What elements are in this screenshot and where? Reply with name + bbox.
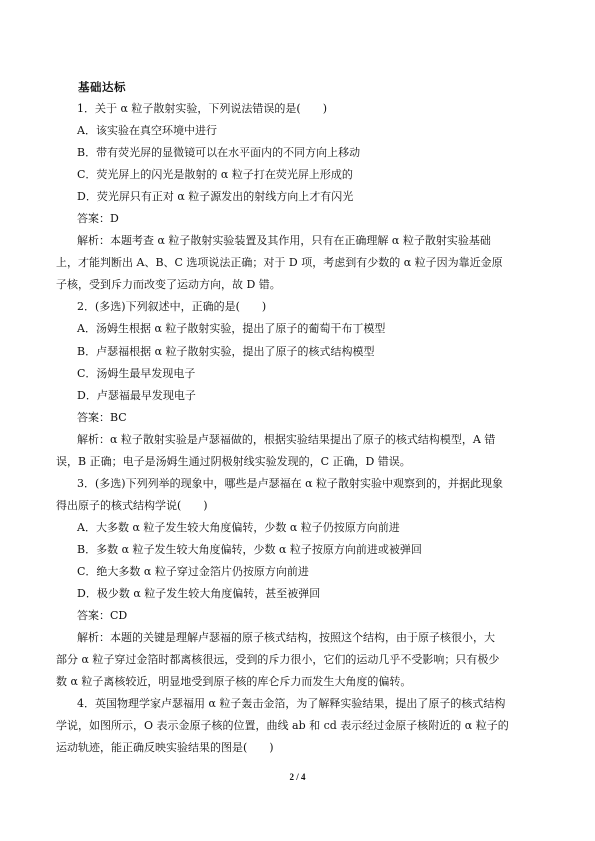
question-1-stem: 1．关于 α 粒子散射实验，下列说法错误的是( ) (77, 102, 328, 115)
question-2-option-c: C．汤姆生最早发现电子 (77, 366, 196, 380)
question-2-explanation-cont: 误，B 正确；电子是汤姆生通过阴极射线实验发现的，C 正确，D 错误。 (56, 454, 411, 468)
question-2-option-a: A．汤姆生根据 α 粒子散射实验，提出了原子的葡萄干布丁模型 (77, 322, 386, 336)
question-3-option-a: A．大多数 α 粒子发生较大角度偏转，少数 α 粒子仍按原方向前进 (77, 520, 400, 534)
question-4-stem-cont: 学说，如图所示，O 表示金原子核的位置，曲线 ab 和 cd 表示经过金原子核附近的 α 粒子的 (56, 719, 509, 733)
question-4-stem-cont: 运动轨迹，能正确反映实验结果的图是( ) (56, 741, 274, 755)
question-1-option-c: C．荧光屏上的闪光是散射的 α 粒子打在荧光屏上形成的 (77, 168, 353, 182)
question-3-option-b: B．多数 α 粒子发生较大角度偏转，少数 α 粒子按原方向前进或被弹回 (77, 542, 422, 556)
question-3-explanation-cont: 部分 α 粒子穿过金箔时都离核很远，受到的斥力很小，它们的运动几乎不受影响；只有极少 (56, 653, 500, 667)
question-2-stem: 2．(多选)下列叙述中，正确的是( ) (77, 300, 267, 314)
question-3-explanation-cont: 数 α 粒子离核较近，明显地受到原子核的库仑斥力而发生大角度的偏转。 (56, 675, 412, 689)
question-3-option-d: D．极少数 α 粒子发生较大角度偏转，甚至被弹回 (77, 587, 321, 601)
question-3-explanation: 解析：本题的关键是理解卢瑟福的原子核式结构，按照这个结构，由于原子核很小，大 (77, 631, 495, 645)
question-1-option-a: A．该实验在真空环境中进行 (77, 124, 217, 138)
question-2-explanation: 解析：α 粒子散射实验是卢瑟福做的，根据实验结果提出了原子的核式结构模型，A 错 (77, 432, 496, 446)
question-3-stem: 3．(多选)下列列举的现象中，哪些是卢瑟福在 α 粒子散射实验中观察到的，并据此现象 (77, 476, 504, 490)
question-2-option-b: B．卢瑟福根据 α 粒子散射实验，提出了原子的核式结构模型 (77, 344, 375, 358)
question-2-option-d: D．卢瑟福最早发现电子 (77, 388, 196, 402)
page-number: 2 / 4 (289, 772, 306, 782)
question-1-option-d: D．荧光屏只有正对 α 粒子源发出的射线方向上才有闪光 (77, 190, 354, 204)
question-1-explanation-cont: 上，才能判断出 A、B、C 选项说法正确；对于 D 项，考虑到有少数的 α 粒子因为靠近金原 (56, 256, 503, 270)
section-title: 基础达标 (78, 80, 126, 94)
question-1-explanation-cont: 子核，受到斥力而改变了运动方向，故 D 错。 (56, 278, 281, 292)
question-3-answer: 答案：CD (77, 609, 128, 623)
question-3-stem-cont: 得出原子的核式结构学说( ) (56, 498, 208, 512)
question-1-answer: 答案：D (77, 212, 119, 226)
question-3-option-c: C．绝大多数 α 粒子穿过金箔片仍按原方向前进 (77, 564, 309, 578)
question-1-explanation: 解析：本题考查 α 粒子散射实验装置及其作用，只有在正确理解 α 粒子散射实验基础 (77, 234, 491, 248)
question-1-option-b: B．带有荧光屏的显微镜可以在水平面内的不同方向上移动 (77, 146, 361, 160)
question-2-answer: 答案：BC (77, 410, 127, 424)
document-body (56, 98, 541, 759)
question-4-stem: 4．英国物理学家卢瑟福用 α 粒子轰击金箔，为了解释实验结果，提出了原子的核式结构 (77, 697, 506, 711)
